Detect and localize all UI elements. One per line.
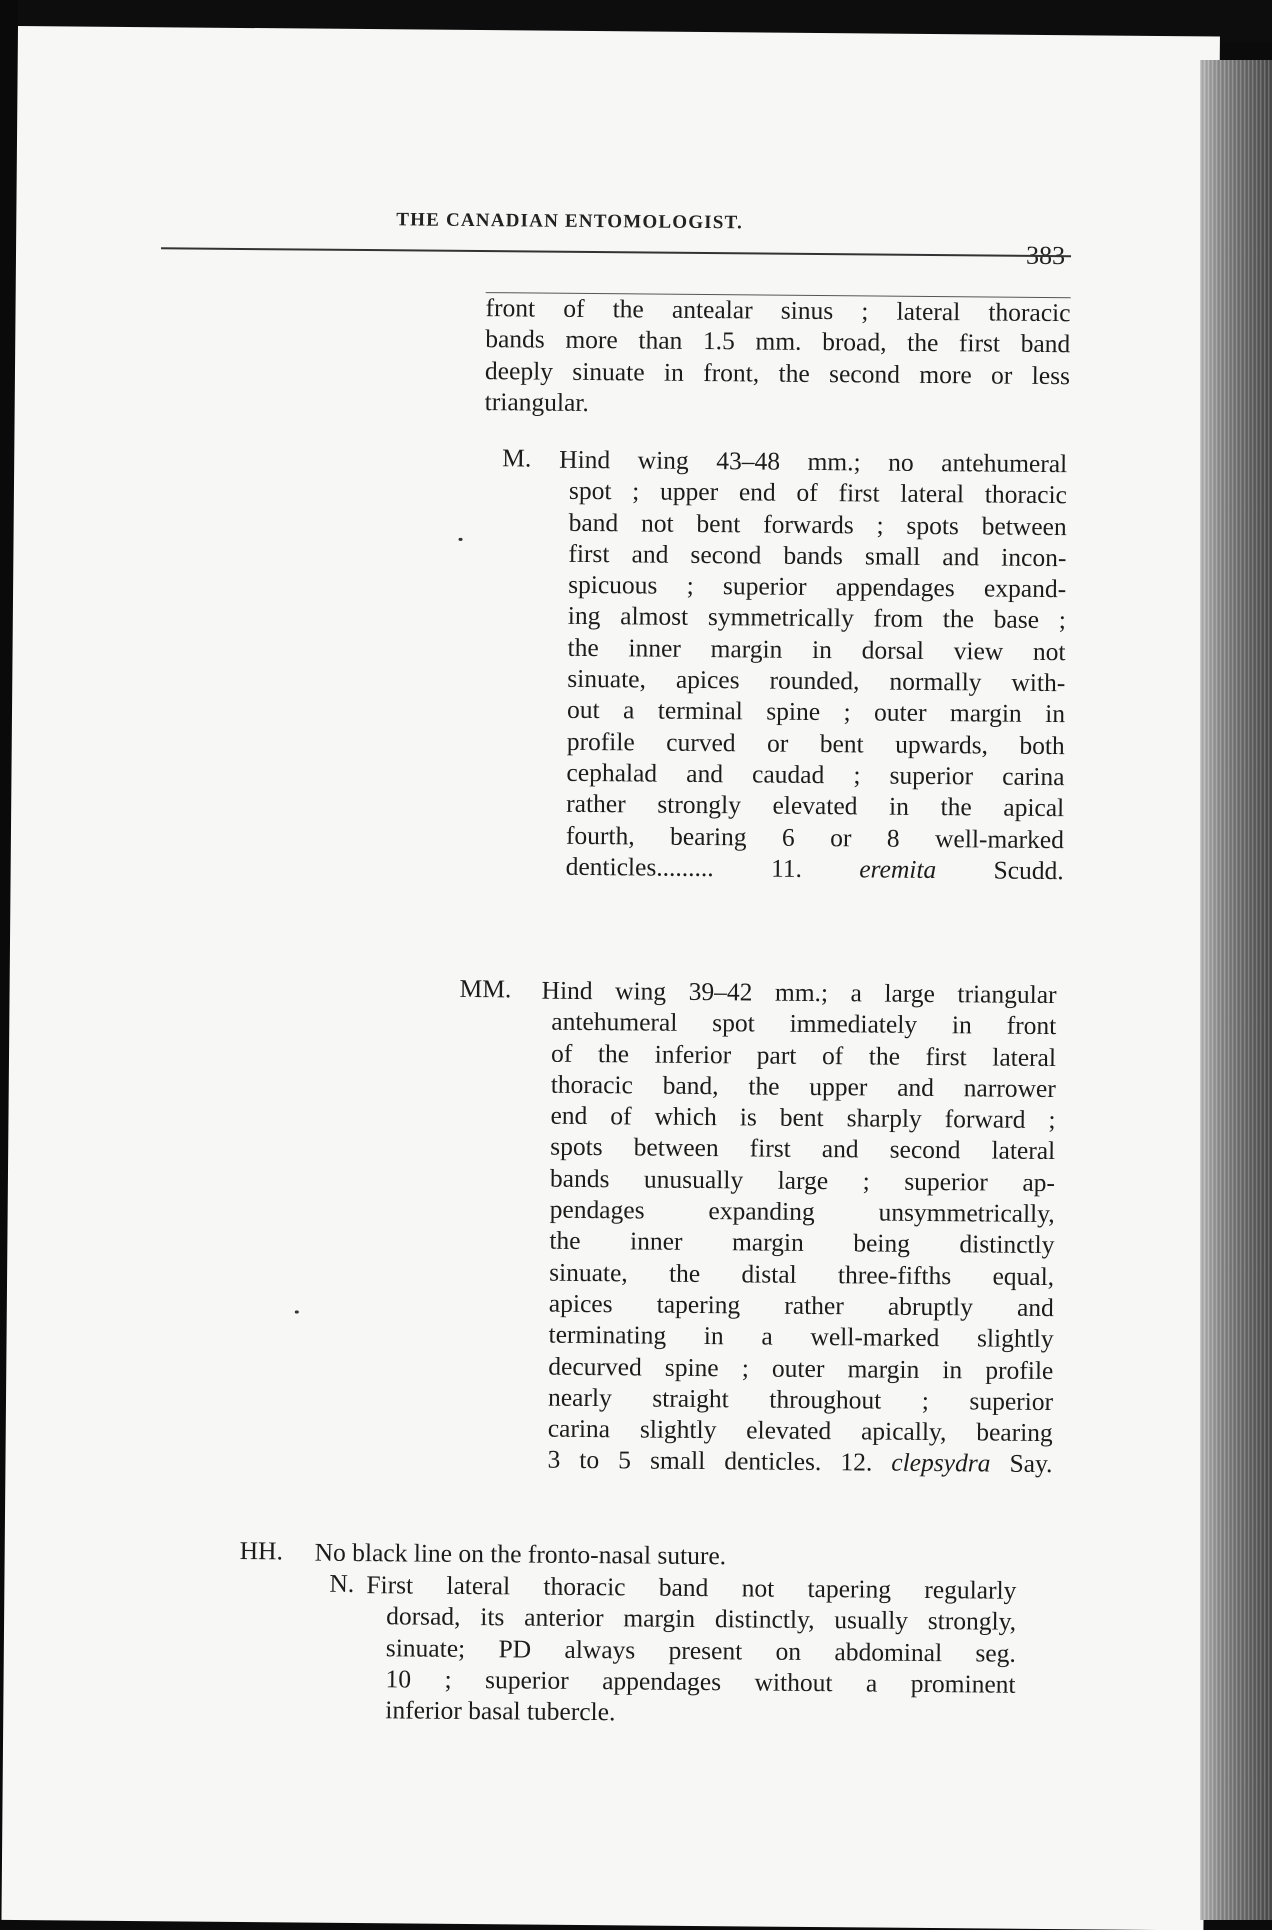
text-line: spots between first and second lateral <box>550 1132 1056 1166</box>
key-marker-m: M. <box>502 443 532 473</box>
key-entry-m <box>556 444 1068 887</box>
text-line: Hind wing 43–48 mm.; no antehumeral <box>559 444 1068 479</box>
species-number: 11. <box>770 853 803 883</box>
text-line: first and second bands small and incon- <box>568 538 1067 573</box>
intro-paragraph <box>485 292 1071 422</box>
text-line: ing almost symmetrically from the base ; <box>567 601 1066 635</box>
text-line: band not bent forwards ; spots between <box>568 507 1067 541</box>
text-line: decurved spine ; outer margin in profile <box>548 1351 1054 1385</box>
text-line: apices tapering rather abruptly and <box>548 1288 1054 1323</box>
text-line: cephalad and caudad ; superior carina <box>566 757 1065 792</box>
text-line: of the inferior part of the first lateral <box>550 1038 1057 1072</box>
text-line: spicuous ; superior appendages expand- <box>568 570 1067 604</box>
text-line: the inner margin in dorsal view not <box>567 632 1066 666</box>
species-prefix: denticles......... <box>565 851 714 882</box>
text-line: sinuate; PD always present on abdominal seg. <box>385 1632 1016 1668</box>
species-line-clepsydra <box>547 1444 1052 1480</box>
text-line: nearly straight throughout ; superior <box>547 1382 1054 1416</box>
page-number: 383 <box>1025 240 1066 271</box>
text-line: bands more than 1.5 mm. broad, the first band <box>485 324 1071 359</box>
text-line: triangular. <box>484 386 589 417</box>
text-line: pendages expanding unsymmetrically, <box>549 1194 1055 1229</box>
species-author: Scudd. <box>993 855 1064 886</box>
text-line: end of which is bent sharply forward ; <box>550 1100 1056 1135</box>
species-number: 12. <box>840 1447 873 1477</box>
header-rule <box>161 247 1071 257</box>
text-line: thoracic band, the upper and narrower <box>550 1069 1056 1103</box>
text-line: antehumeral spot immediately in front <box>551 1006 1057 1041</box>
text-line: front of the antealar sinus ; lateral thoracic <box>485 293 1071 328</box>
text-line: profile curved or bent upwards, both <box>566 726 1065 760</box>
text-line: 10 ; superior appendages without a prominent <box>385 1664 1016 1699</box>
species-name: eremita <box>859 854 937 884</box>
text-line: out a terminal spine ; outer margin in <box>566 695 1066 729</box>
book-page-edge <box>1200 60 1272 1920</box>
species-prefix: 3 to 5 small denticles. <box>547 1445 822 1477</box>
key-entry-n <box>365 1569 1016 1731</box>
print-speck <box>295 1310 299 1313</box>
key-entry-hh <box>315 1537 1015 1574</box>
text-line: sinuate, the distal three-fifths equal, <box>549 1257 1055 1291</box>
species-author: Say. <box>1009 1449 1053 1479</box>
text-line: rather strongly elevated in the apical <box>566 789 1065 823</box>
key-entry-mm <box>537 975 1056 1480</box>
book-page <box>1 26 1219 1930</box>
text-line: inferior basal tubercle. <box>385 1695 616 1727</box>
species-line-eremita <box>566 851 1064 887</box>
text-line: the inner margin being distinctly <box>549 1226 1055 1260</box>
text-line: First lateral thoracic band not tapering regularly <box>366 1570 1017 1605</box>
print-speck <box>459 538 463 541</box>
text-line: No black line on the fronto-nasal suture. <box>314 1537 727 1571</box>
text-line: fourth, bearing 6 or 8 well-marked <box>565 820 1065 854</box>
page-edge-texture <box>1200 60 1272 1920</box>
text-line: sinuate, apices rounded, normally with- <box>567 663 1066 698</box>
key-marker-mm: MM. <box>459 973 512 1004</box>
key-marker-n: N. <box>329 1568 355 1598</box>
text-line: bands unusually large ; superior ap- <box>549 1163 1056 1197</box>
text-line: deeply sinuate in front, the second more or less <box>484 355 1071 390</box>
text-line: carina slightly elevated apically, bearing <box>547 1413 1053 1448</box>
running-header-title: THE CANADIAN ENTOMOLOGIST. <box>396 209 744 234</box>
text-line: terminating in a well-marked slightly <box>548 1319 1054 1354</box>
species-name: clepsydra <box>891 1448 991 1478</box>
text-line: Hind wing 39–42 mm.; a large triangular <box>541 975 1057 1010</box>
key-marker-hh: HH. <box>239 1535 284 1566</box>
text-line: dorsad, its anterior margin distinctly, usually strongly, <box>386 1601 1017 1637</box>
text-line: spot ; upper end of first lateral thoracic <box>568 476 1068 510</box>
